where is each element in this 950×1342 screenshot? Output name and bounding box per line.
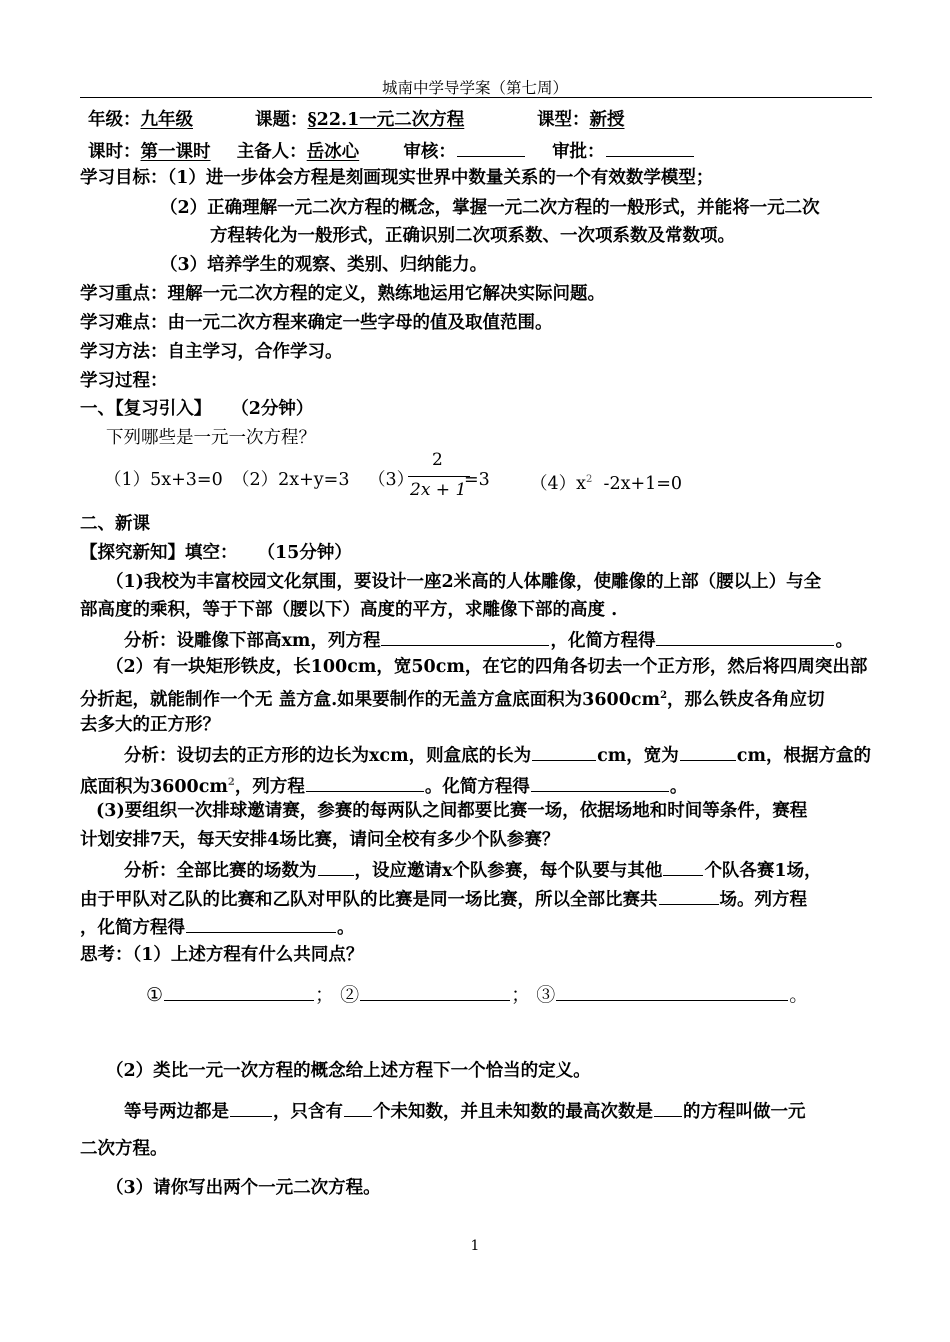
review-heading-row <box>80 397 313 421</box>
info-row-2 <box>88 138 695 164</box>
common-point-1-marker: ① <box>146 984 164 1006</box>
topic-row <box>255 108 464 132</box>
q2-length-blank[interactable] <box>532 742 596 761</box>
review-blank[interactable] <box>457 138 525 157</box>
definition-blank-2[interactable] <box>344 1098 372 1117</box>
q3-analysis2-b: 场。列方程 <box>719 890 807 910</box>
review-option-4 <box>530 468 682 496</box>
q1-simplified-blank[interactable] <box>656 627 834 646</box>
definition-line <box>124 1098 806 1124</box>
q3-analysis-c: 个队各赛1场， <box>704 861 822 881</box>
definition-c: 个未知数，并且未知数的最高次数是 <box>373 1102 653 1122</box>
definition-blank-1[interactable] <box>230 1098 272 1117</box>
think-question-2: （2）类比一元一次方程的概念给上述方程下一个恰当的定义。 <box>106 1061 591 1081</box>
period-label: 课时： <box>88 142 141 162</box>
q2-line-2-sup: 2 <box>660 690 668 701</box>
key-point: 学习重点：理解一元二次方程的定义，熟练地运用它解决实际问题。 <box>80 284 605 304</box>
review-option-3-rhs: =3 <box>464 470 490 490</box>
common-point-3-blank[interactable] <box>556 982 788 1001</box>
q3-line-2: 计划安排7天，每天安排4场比赛，请问全校有多少个队参赛？ <box>80 830 560 850</box>
q2-line-1: （2）有一块矩形铁皮，长100cm，宽50cm，在它的四角各切去一个正方形，然后将四周突出部 <box>106 657 868 677</box>
definition-a: 等号两边都是 <box>124 1102 229 1122</box>
review-option-3-label: （3） <box>368 470 415 490</box>
q3-other-teams-blank[interactable] <box>663 857 703 876</box>
q2-line-2a: 分折起，就能制作一个无 盖方盒.如果要制作的无盖方盒底面积为3600cm <box>80 689 661 710</box>
preparer-value: 岳冰心 <box>306 142 360 162</box>
q3-analysis <box>124 857 822 883</box>
goal-1: （1）进一步体会方程是刻画现实世界中数量关系的一个有效数学模型； <box>167 168 714 188</box>
page-header-title: 城南中学导学案（第七周） <box>381 79 568 97</box>
definition-blank-3[interactable] <box>654 1098 682 1117</box>
option-4-exponent: 2 <box>586 474 593 485</box>
q2-simplified-blank[interactable] <box>531 773 669 792</box>
process-label: 学习过程： <box>80 371 168 391</box>
q3-matches-blank[interactable] <box>318 857 354 876</box>
q2-analysis2-c: 。化简方程得 <box>424 776 530 797</box>
q3-analysis-a: 分析：全部比赛的场数为 <box>124 861 317 881</box>
q2-width-blank[interactable] <box>680 742 736 761</box>
q3-total-blank[interactable] <box>659 886 719 905</box>
think-question-1: （1）上述方程有什么共同点？ <box>132 945 364 965</box>
q2-analysis-b: cm，宽为 <box>597 746 679 766</box>
topic-value: §22.1一元二次方程 <box>307 110 465 130</box>
option-4-base: （4）x <box>530 473 587 494</box>
topic-label: 课题： <box>255 110 308 130</box>
goal-2b: 方程转化为一般形式，正确识别二次项系数、一次项系数及常数项。 <box>210 226 735 246</box>
approve-blank[interactable] <box>606 138 694 157</box>
q3-line-1: (3)要组织一次排球邀请赛，参赛的每两队之间都要比赛一场，依据场地和时间等条件，赛程 <box>96 801 808 821</box>
q3-analysis2-a: 由于甲队对乙队的比赛和乙队对甲队的比赛是同一场比赛，所以全部比赛共 <box>80 890 658 910</box>
q3-analysis-2 <box>80 886 807 912</box>
q3-simplified-blank[interactable] <box>186 914 336 933</box>
common-points-row <box>146 982 808 1007</box>
q1-analysis-b: ，化简方程得 <box>550 631 656 651</box>
q2-line-2b: ，那么铁皮各角应切 <box>667 689 825 710</box>
q2-line-3: 去多大的正方形？ <box>80 715 220 735</box>
info-row-1 <box>88 108 193 132</box>
explore-time: （15分钟） <box>257 543 352 563</box>
q3-analysis3-end: 。 <box>337 918 355 938</box>
review-heading: 一、【复习引入】 <box>80 399 212 419</box>
definition-d: 的方程叫做一元 <box>683 1102 806 1122</box>
new-lesson-heading: 二、新课 <box>80 514 150 534</box>
q1-analysis-end: 。 <box>835 631 853 651</box>
separator-2: ； <box>511 984 531 1006</box>
page-number: 1 <box>470 1238 480 1254</box>
q3-analysis3-a: ，化简方程得 <box>80 918 185 938</box>
difficulty: 学习难点：由一元二次方程来确定一些字母的值及取值范围。 <box>80 313 553 333</box>
q1-analysis-a: 分析：设雕像下部高xm，列方程 <box>124 631 381 651</box>
q2-analysis2-sup: 2 <box>227 777 235 788</box>
review-label: 审核： <box>403 142 456 162</box>
q2-analysis2-a: 底面积为3600cm <box>80 776 228 797</box>
q2-analysis-2 <box>80 771 687 799</box>
think-label: 思考： <box>80 945 133 965</box>
think-question-3: （3）请你写出两个一元二次方程。 <box>106 1178 381 1198</box>
review-time: （2分钟） <box>231 399 314 419</box>
q2-analysis-c: cm，根据方盒的 <box>736 746 871 766</box>
q1-analysis <box>124 627 853 653</box>
think-row <box>80 943 363 967</box>
type-label: 课型： <box>537 110 590 130</box>
definition-line-2: 二次方程。 <box>80 1139 168 1159</box>
review-option-1: （1）5x+3=0 <box>104 470 223 490</box>
q2-analysis <box>124 742 871 768</box>
option-4-rest: -2x+1=0 <box>603 473 683 494</box>
explore-row <box>80 541 352 565</box>
definition-b: ，只含有 <box>273 1102 343 1122</box>
approve-label: 审批： <box>552 142 605 162</box>
separator-1: ； <box>315 984 335 1006</box>
review-option-2: （2）2x+y=3 <box>232 470 350 490</box>
goals-label: 学习目标： <box>80 168 168 188</box>
common-point-3-marker: ③ <box>536 984 556 1006</box>
grade-label: 年级： <box>88 110 141 130</box>
method: 学习方法：自主学习，合作学习。 <box>80 342 343 362</box>
q3-analysis-3 <box>80 914 355 940</box>
fraction-denominator: 2x + 1 <box>410 480 467 500</box>
q2-analysis-a: 分析：设切去的正方形的边长为xcm，则盒底的长为 <box>124 746 532 766</box>
review-question: 下列哪些是一元一次方程？ <box>106 428 316 448</box>
q1-line-2: 部高度的乘积，等于下部（腰以下）高度的平方，求雕像下部的高度 . <box>80 600 618 620</box>
q2-analysis2-end: 。 <box>669 776 688 797</box>
common-point-1-blank[interactable] <box>164 982 314 1001</box>
fraction-numerator: 2 <box>432 450 443 470</box>
period-value: 第一课时 <box>140 142 211 162</box>
header-rule <box>80 97 872 98</box>
q2-analysis2-b: ，列方程 <box>234 776 305 797</box>
q3-analysis-b: ，设应邀请x个队参赛，每个队要与其他 <box>354 861 663 881</box>
common-points-end: 。 <box>789 984 809 1006</box>
common-point-2-blank[interactable] <box>360 982 510 1001</box>
preparer-label: 主备人： <box>236 142 307 162</box>
q1-equation-blank[interactable] <box>381 627 549 646</box>
fraction-bar <box>408 476 470 477</box>
type-row <box>537 108 625 132</box>
q2-equation-blank[interactable] <box>306 773 424 792</box>
explore-label: 【探究新知】填空： <box>80 543 238 563</box>
goal-2a: （2）正确理解一元二次方程的概念，掌握一元二次方程的一般形式，并能将一元二次 <box>160 198 820 218</box>
grade-value: 九年级 <box>140 110 193 130</box>
common-point-2-marker: ② <box>340 984 360 1006</box>
fraction-expression <box>408 450 472 510</box>
q1-line-1: （1)我校为丰富校园文化氛围，要设计一座2米高的人体雕像，使雕像的上部（腰以上）与全 <box>106 572 822 592</box>
q2-line-2 <box>80 684 825 712</box>
goals-line-1 <box>80 166 713 190</box>
type-value: 新授 <box>589 110 625 130</box>
goal-3: （3）培养学生的观察、类别、归纳能力。 <box>160 255 488 275</box>
